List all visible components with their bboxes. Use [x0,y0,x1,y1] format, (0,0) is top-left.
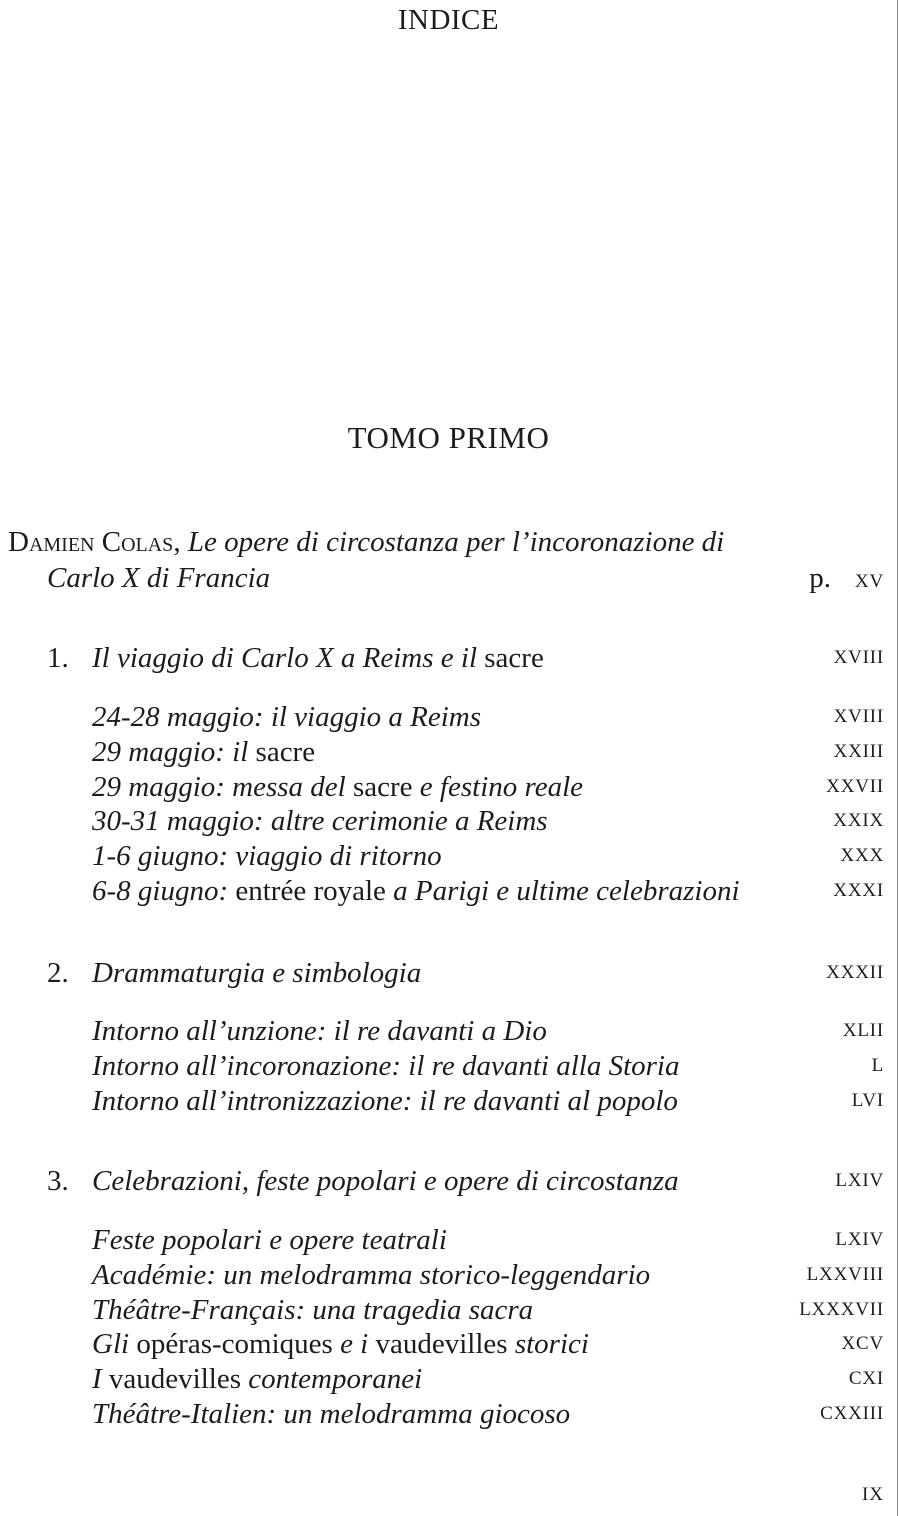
section-page: LXXVIII [806,1263,884,1285]
section-page: XXIX [833,810,884,832]
section-text-italic: 29 maggio: messa del [92,770,346,803]
volume-title: TOMO PRIMO [347,420,550,455]
section-text-italic: Intorno all’intronizzazione: il re davanti al popolo [92,1084,678,1117]
section-page: L [871,1054,884,1076]
section-page: LXXXVII [799,1298,884,1320]
essay-title-part1: Le opere di circostanza per l’incoronazione di [187,526,725,558]
section-entry [92,1257,650,1293]
page-folio: IX [861,1484,884,1505]
section-page: XXX [840,845,884,867]
section-entry [92,838,442,874]
essay-author: Damien Colas [8,526,174,558]
section-page: CXI [848,1368,884,1390]
section-text-italic: 30-31 maggio: altre cerimonie a Reims [92,805,548,838]
essay-page: XV [854,571,884,592]
chapter-title [92,1163,679,1199]
section-page: CXXIII [820,1403,884,1424]
chapter-page: XVIII [833,647,884,668]
chapter-title [92,955,421,991]
section-page: XLII [842,1020,884,1041]
chapter-page: LXIV [835,1170,884,1191]
page-edge [897,0,898,1516]
chapter-title-roman: sacre [484,642,544,674]
section-text-roman: sacre [255,735,316,768]
section-page: LXIV [835,1229,884,1250]
essay-title-line2: Carlo X di Francia [47,562,271,594]
section-entry [92,1222,447,1258]
section-text-italic: Intorno all’incoronazione: il re davanti alla Storia [92,1049,680,1082]
section-entry [92,1396,570,1432]
section-page: XXVII [826,775,884,797]
section-text-italic: a Parigi e ultime celebrazioni [393,875,740,907]
chapter-number: 1. [47,642,69,674]
section-page: XCV [841,1333,884,1355]
section-text-italic: contemporanei [248,1363,423,1396]
section-entry [92,1361,422,1397]
chapter-title-italic: Celebrazioni, feste popolari e opere di circostanza [92,1165,679,1197]
section-text-italic: Académie: un melodramma storico-leggendario [92,1258,651,1291]
section-page: XVIII [833,706,884,727]
section-text-italic: Intorno all’unzione: il re davanti a Dio [92,1015,547,1047]
chapter-number: 3. [47,1165,69,1197]
section-entry [92,769,583,805]
section-text-italic: 6-8 giugno: [92,875,229,907]
section-text-italic: 29 maggio: il [92,735,249,768]
section-page: XXXI [833,880,884,901]
section-text-italic: storici [514,1328,589,1361]
section-text-italic: Gli [92,1328,130,1361]
section-text-italic: e festino reale [419,770,584,803]
running-head: INDICE [397,4,500,36]
section-text-roman: entrée royale [235,875,386,907]
section-page: LVI [851,1089,884,1111]
section-entry [92,1326,589,1362]
section-text-roman: vaudevilles [108,1363,241,1396]
chapter-number: 2. [47,957,69,989]
section-entry [92,803,548,839]
essay-page-ref [809,560,884,601]
section-text-italic: Théâtre-Français: una tragedia sacra [92,1293,534,1326]
chapter-title-italic: Il viaggio di Carlo X a Reims e il [92,642,478,674]
section-text-roman: opéras-comiques [136,1328,333,1361]
section-entry [92,1292,533,1328]
essay-page-prefix: p. [809,562,831,594]
section-text-italic: I [92,1363,102,1396]
section-text-roman: sacre [352,770,413,803]
section-entry [92,1013,547,1049]
section-entry [92,873,740,909]
chapter-title [92,640,544,676]
essay-sep: , [173,526,181,558]
chapter-page: XXXII [826,962,884,983]
chapter-title-italic: Drammaturgia e simbologia [92,957,422,989]
section-entry [92,699,481,735]
section-text-roman: vaudevilles [375,1328,508,1361]
section-entry [92,1083,678,1119]
section-entry [92,1048,679,1084]
section-entry [92,734,315,770]
section-text-italic: e i [340,1328,369,1361]
essay-title-line1 [8,524,724,560]
section-text-italic: Feste popolari e opere teatrali [92,1224,447,1256]
section-text-italic: 1-6 giugno: viaggio di ritorno [92,840,442,873]
section-text-italic: 24-28 maggio: il viaggio a Reims [92,701,482,733]
section-text-italic: Théâtre-Italien: un melodramma giocoso [92,1398,571,1430]
section-page: XXIII [833,740,884,762]
